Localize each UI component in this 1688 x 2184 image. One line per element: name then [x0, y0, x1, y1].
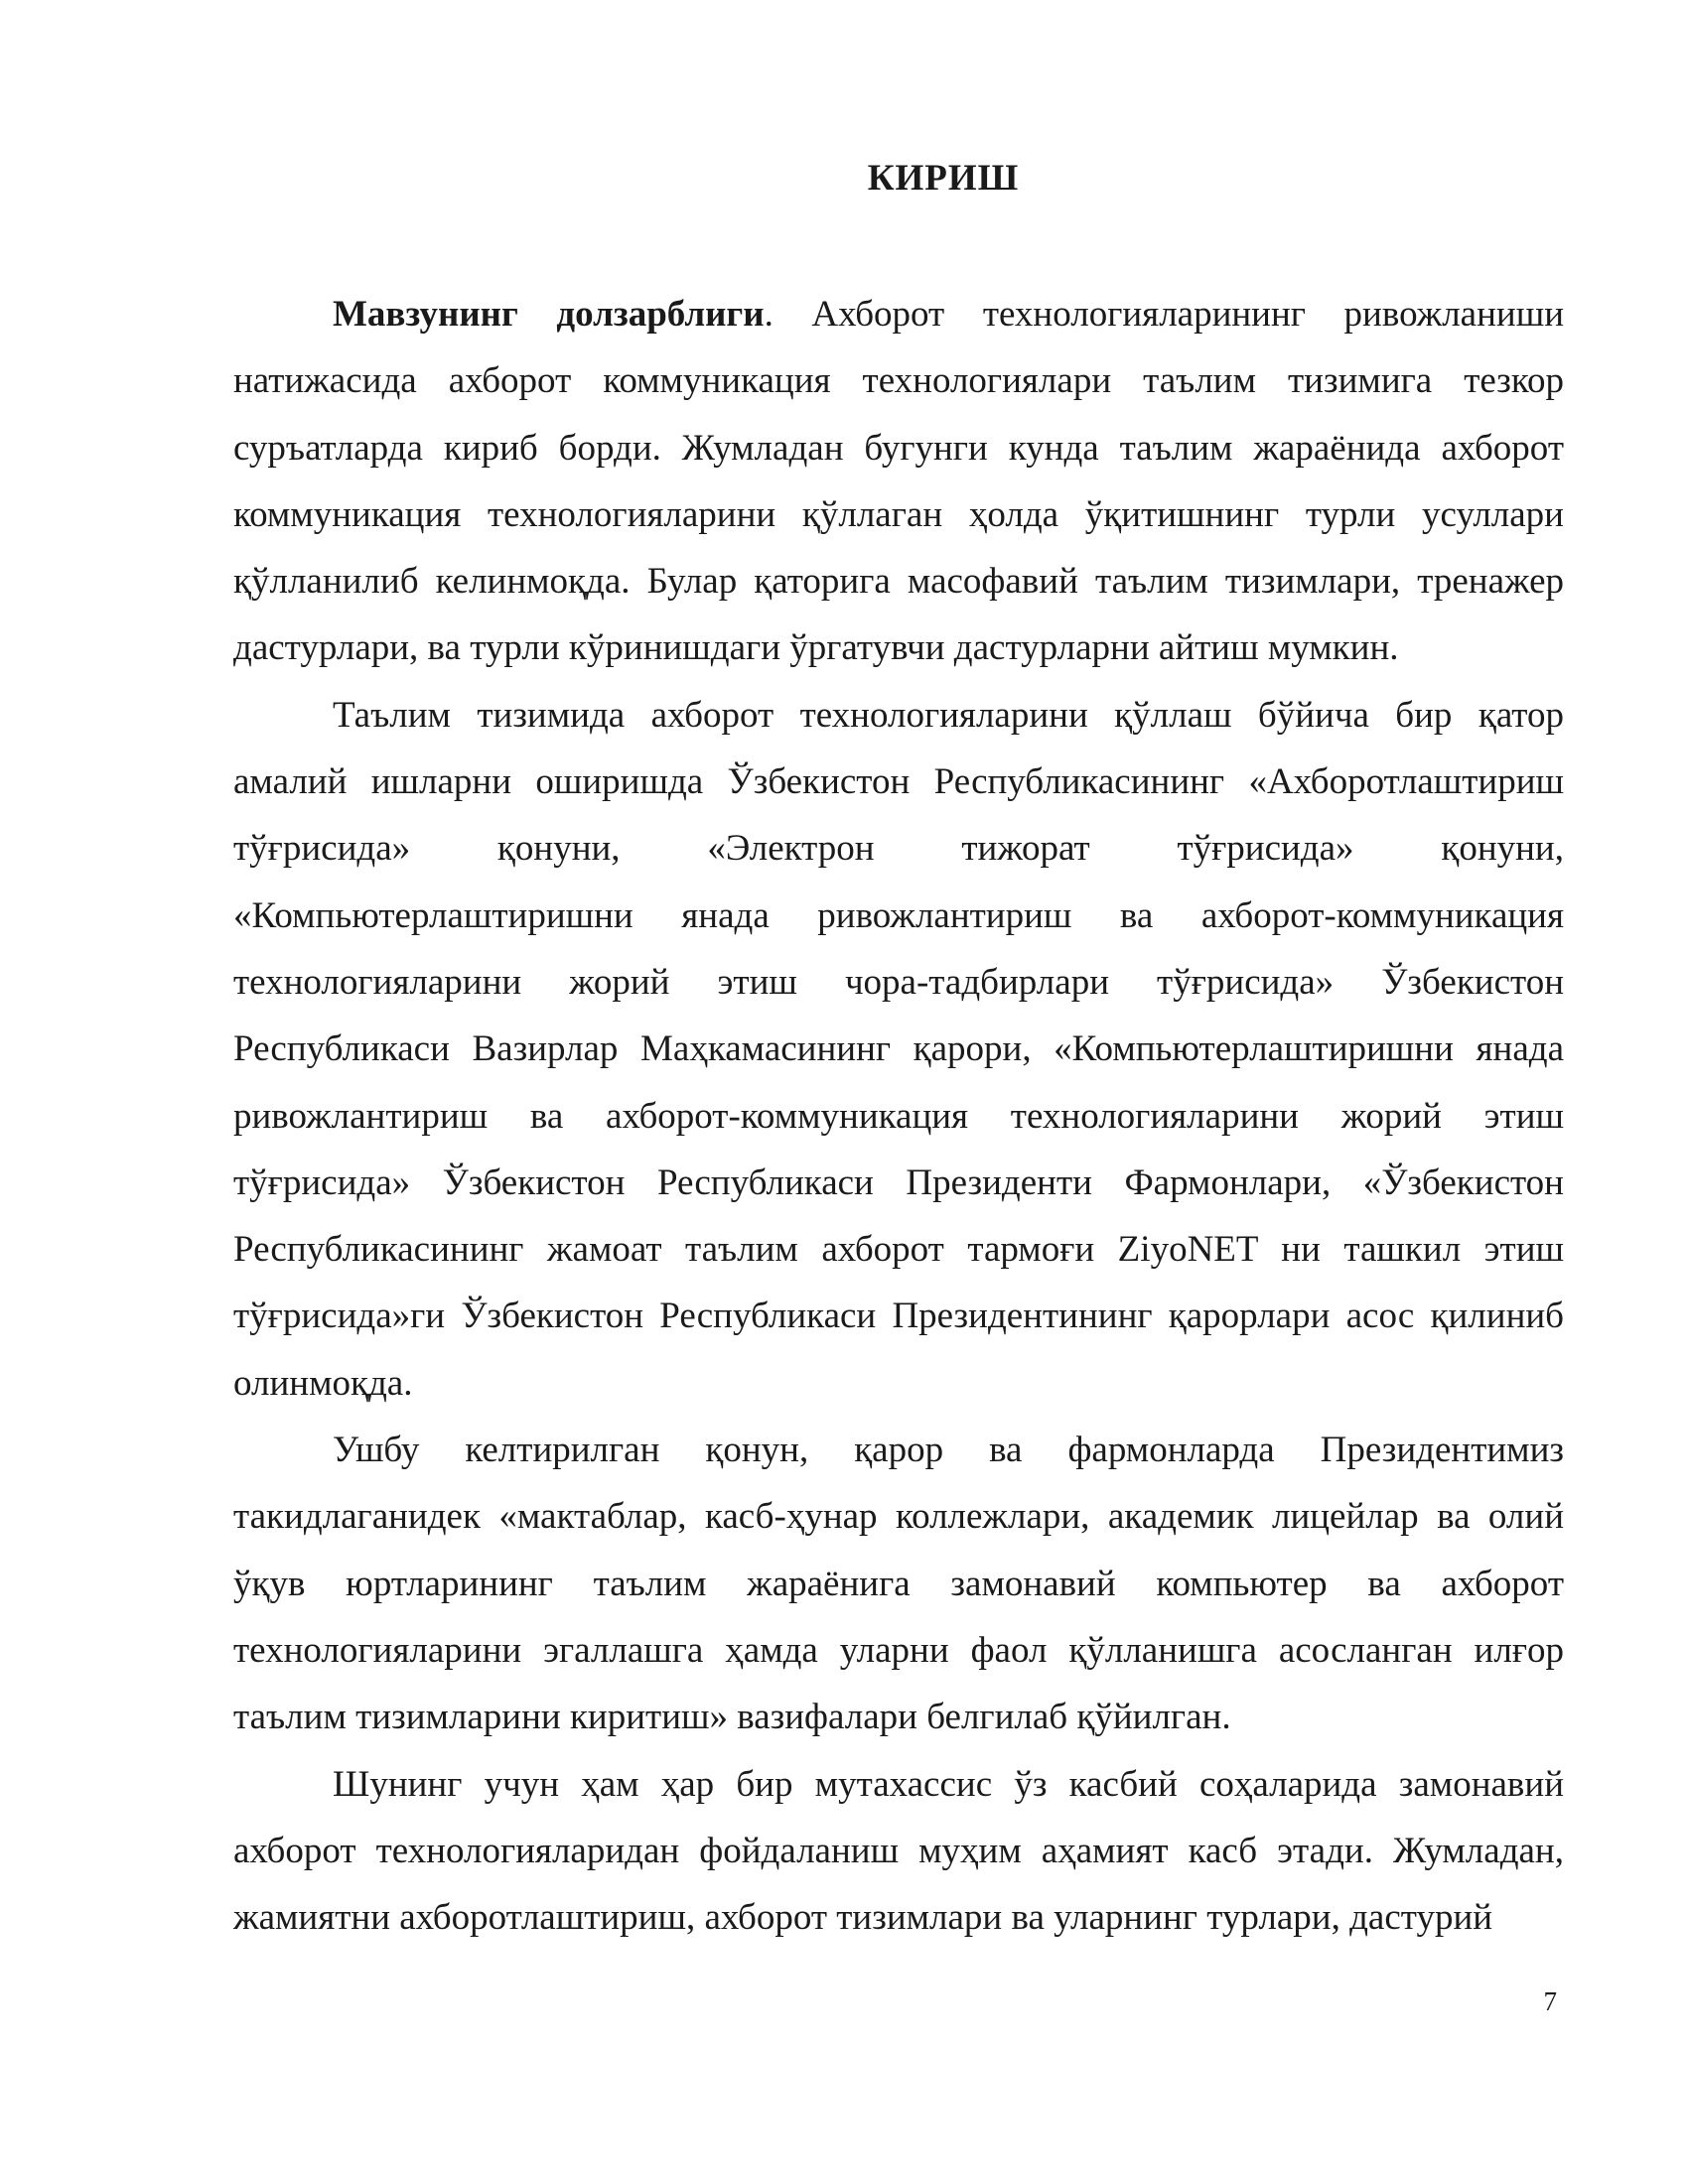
paragraph-specialists: Шунинг учун ҳам ҳар бир мутахассис ўз касбий соҳаларида замонавий ахборот технологияларидан фойдаланиш муҳим аҳамият касб этади. Жумладан, жамиятни ахборотлаштириш, ахборот тизимлари ва уларнинг турлари, дастурий [233, 1763, 1564, 1939]
paragraph-legislation: Таълим тизимида ахборот технологияларини қўллаш бўйича бир қатор амалий ишларни оширишда Ўзбекистон Республикасининг «Ахборотлаштириш тўғрисида» қонуни, «Электрон тижорат тўғрисида» қонуни, «Компьютерлаштиришни янада ривожлантириш ва ахборот-коммуникация технологияларини жорий этиш чора-тадбирлари тўғрисида» Ўзбекистон Республикаси Вазирлар Маҳкамасининг қарори, «Компьютерлаштиришни янада ривожлантириш ва ахборот-коммуникация технологияларини жорий этиш тўғрисида» Ўзбекистон Республикаси Президенти Фармонлари, «Ўзбекистон Республикасининг жамоат таълим ахборот тармоғи ZiyoNET ни ташкил этиш тўғрисида»ги Ўзбекистон Республикаси Президентининг қарорлари асос қилиниб олинмоқда. [233, 694, 1564, 1404]
body-text [233, 281, 1564, 1951]
paragraph-lead: Мавзунинг долзарблиги [333, 294, 765, 335]
page-number: 7 [1543, 1986, 1557, 2016]
paragraph-text: . Ахборот технологияларининг ривожланиши натижасида ахборот коммуникация технологиялари таълим тизимига тезкор суръатларда кириб борди. Жумладан бугунги кунда таълим жараёнида ахборот коммуникация технологияларини қўллаган ҳолда ўқитишнинг турли усуллари қўлланилиб келинмоқда. Булар қаторига масофавий таълим тизимлари, тренажер дастурлари, ва турли кўринишдаги ўргатувчи дастурларни айтиш мумкин. [233, 294, 1564, 669]
paragraph-relevance [233, 281, 1564, 682]
page-title: КИРИШ [867, 158, 1020, 199]
paragraph-decrees: Ушбу келтирилган қонун, қарор ва фармонларда Президентимиз такидлаганидек «мактаблар, касб-ҳунар коллежлари, академик лицейлар ва олий ўқув юртларининг таълим жараёнига замонавий компьютер ва ахборот технологияларини эгаллашга ҳамда уларни фаол қўлланишга асосланган илғор таълим тизимларини киритиш» вазифалари белгилаб қўйилган. [233, 1430, 1564, 1738]
